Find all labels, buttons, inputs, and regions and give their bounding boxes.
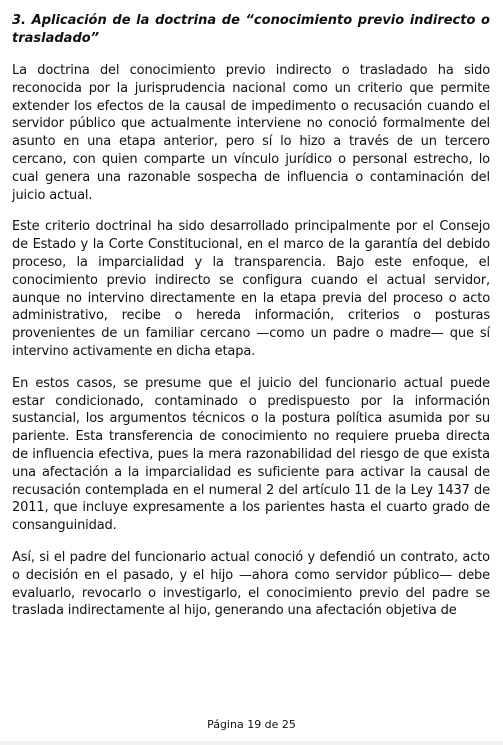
- paragraph-2: Este criterio doctrinal ha sido desarrollado principalmente por el Consejo de Estado y la Corte Constitucional, en el marco de la garantía del debido proceso, la imparcialidad y la transparencia. Bajo este enfoque, el conocimiento previo indirecto se configura cuando el actual servidor, aunque no intervino directamente en la etapa previa del proceso o acto administrativo, recibe o hereda información, criterios o posturas provenientes de un familiar cercano —como un padre o madre— que sí intervino activamente en dicha etapa.: [12, 219, 490, 359]
- page-footer: [0, 718, 503, 732]
- paragraph-3: En estos casos, se presume que el juicio del funcionario actual puede estar condicionado, contaminado o predispuesto por la información sustancial, los argumentos técnicos o la postura política asumida por su pariente. Esta transferencia de conocimiento no requiere prueba directa de influencia efectiva, pues la mera razonabilidad del riesgo de que exista una afectación a la imparcialidad es suficiente para activar la causal de recusación contemplada en el numeral 2 del artículo 11 de la Ley 1437 de 2011, que incluye expresamente a los parientes hasta el cuarto grado de consanguinidad.: [12, 375, 490, 534]
- paragraph-1: La doctrina del conocimiento previo indirecto o trasladado ha sido reconocida por la jurisprudencia nacional como un criterio que permite extender los efectos de la causal de impedimento o recusación cuando el servidor público que actualmente interviene no conoció formalmente del asunto en una etapa anterior, pero sí lo hizo a través de un tercero cercano, con quien comparte un vínculo jurídico o personal estrecho, lo cual genera una razonable sospecha de influencia o contaminación del juicio actual.: [12, 63, 490, 203]
- page-number: Página 19 de 25: [207, 718, 296, 731]
- section-title: 3. Aplicación de la doctrina de “conocimiento previo indirecto o trasladado”: [12, 13, 490, 46]
- page-bottom-edge: [0, 741, 503, 745]
- document-body: [12, 12, 490, 634]
- paragraph-4: Así, si el padre del funcionario actual conoció y defendió un contrato, acto o decisión en el pasado, y el hijo —ahora como servidor público— debe evaluarlo, revocarlo o investigarlo, el conocimiento previo del padre se traslada indirectamente al hijo, generando una afectación objetiva de: [12, 549, 490, 619]
